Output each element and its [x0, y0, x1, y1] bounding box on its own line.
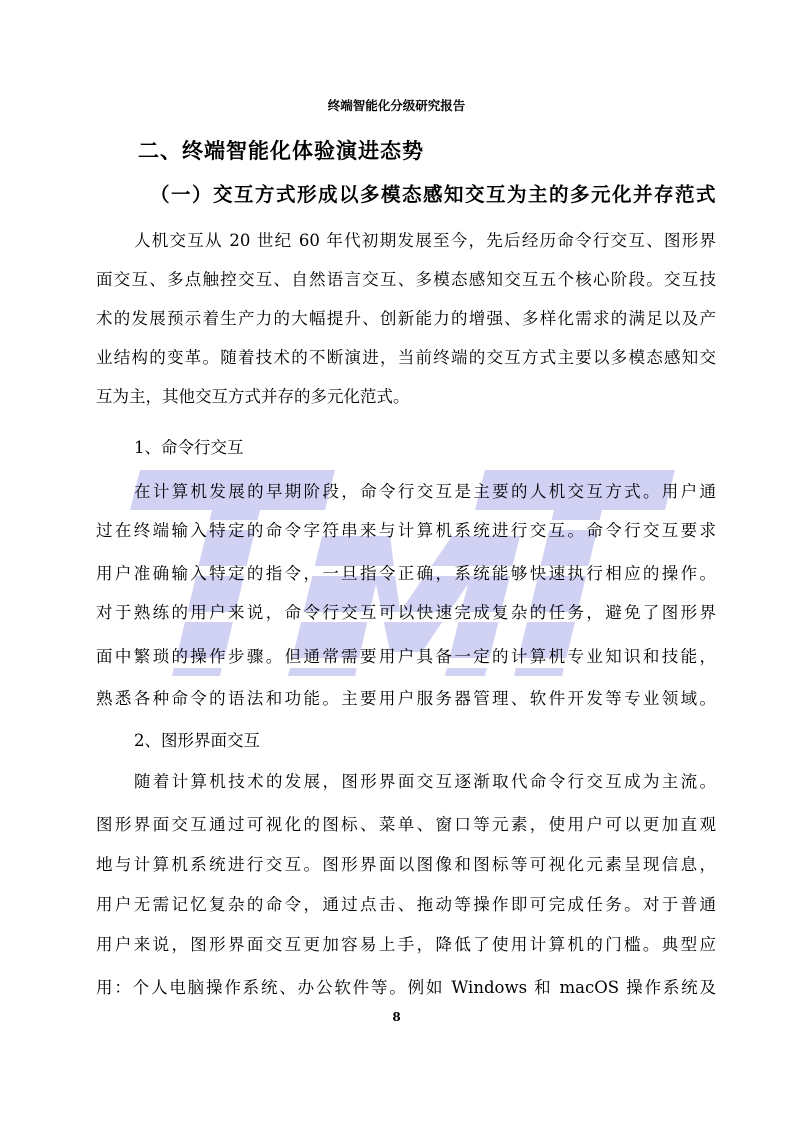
paragraph-line: 用户来说，图形界面交互更加容易上手，降低了使用计算机的门槛。典型应 [96, 935, 716, 954]
paragraph-line: 随着计算机技术的发展，图形界面交互逐渐取代命令行交互成为主流。 [134, 772, 716, 791]
paragraph-line: 用户准确输入特定的指令，一旦指令正确，系统能够快速执行相应的操作。 [96, 564, 716, 583]
paragraph-line: 图形界面交互通过可视化的图标、菜单、窗口等元素，使用户可以更加直观 [96, 815, 716, 834]
paragraph-line: 术的发展预示着生产力的大幅提升、创新能力的增强、多样化需求的满足以及产 [96, 309, 716, 328]
subsection-title: （一）交互方式形成以多模态感知交互为主的多元化并存范式 [150, 183, 718, 206]
paragraph-line: 地与计算机系统进行交互。图形界面以图像和图标等可视化元素呈现信息， [96, 855, 716, 874]
item1-heading: 1、命令行交互 [134, 438, 244, 457]
paragraph-line: 面中繁琐的操作步骤。但通常需要用户具备一定的计算机专业知识和技能， [96, 647, 716, 666]
paragraph-line: 用户无需记忆复杂的命令，通过点击、拖动等操作即可完成任务。对于普通 [96, 895, 716, 914]
paragraph-line: 业结构的变革。随着技术的不断演进，当前终端的交互方式主要以多模态感知交 [96, 348, 716, 367]
paragraph-line: 过在终端输入特定的命令字符串来与计算机系统进行交互。命令行交互要求 [96, 521, 716, 540]
running-header: 终端智能化分级研究报告 [327, 98, 466, 113]
item2-heading: 2、图形界面交互 [134, 731, 260, 750]
paragraph-line: 在计算机发展的早期阶段，命令行交互是主要的人机交互方式。用户通 [134, 482, 716, 501]
paragraph-line: 面交互、多点触控交互、自然语言交互、多模态感知交互五个核心阶段。交互技 [96, 270, 716, 289]
section-title: 二、终端智能化体验演进态势 [138, 139, 424, 163]
paragraph-line: 人机交互从 20 世纪 60 年代初期发展至今，先后经历命令行交互、图形界 [134, 231, 716, 250]
paragraph-line: 对于熟练的用户来说，命令行交互可以快速完成复杂的任务，避免了图形界 [96, 603, 716, 622]
page-number: 8 [392, 1010, 401, 1024]
paragraph-line: 用：个人电脑操作系统、办公软件等。例如 Windows 和 macOS 操作系统及 [96, 978, 716, 997]
paragraph-line: 互为主，其他交互方式并存的多元化范式。 [96, 387, 410, 406]
paragraph-line: 熟悉各种命令的语法和功能。主要用户服务器管理、软件开发等专业领域。 [96, 689, 716, 708]
